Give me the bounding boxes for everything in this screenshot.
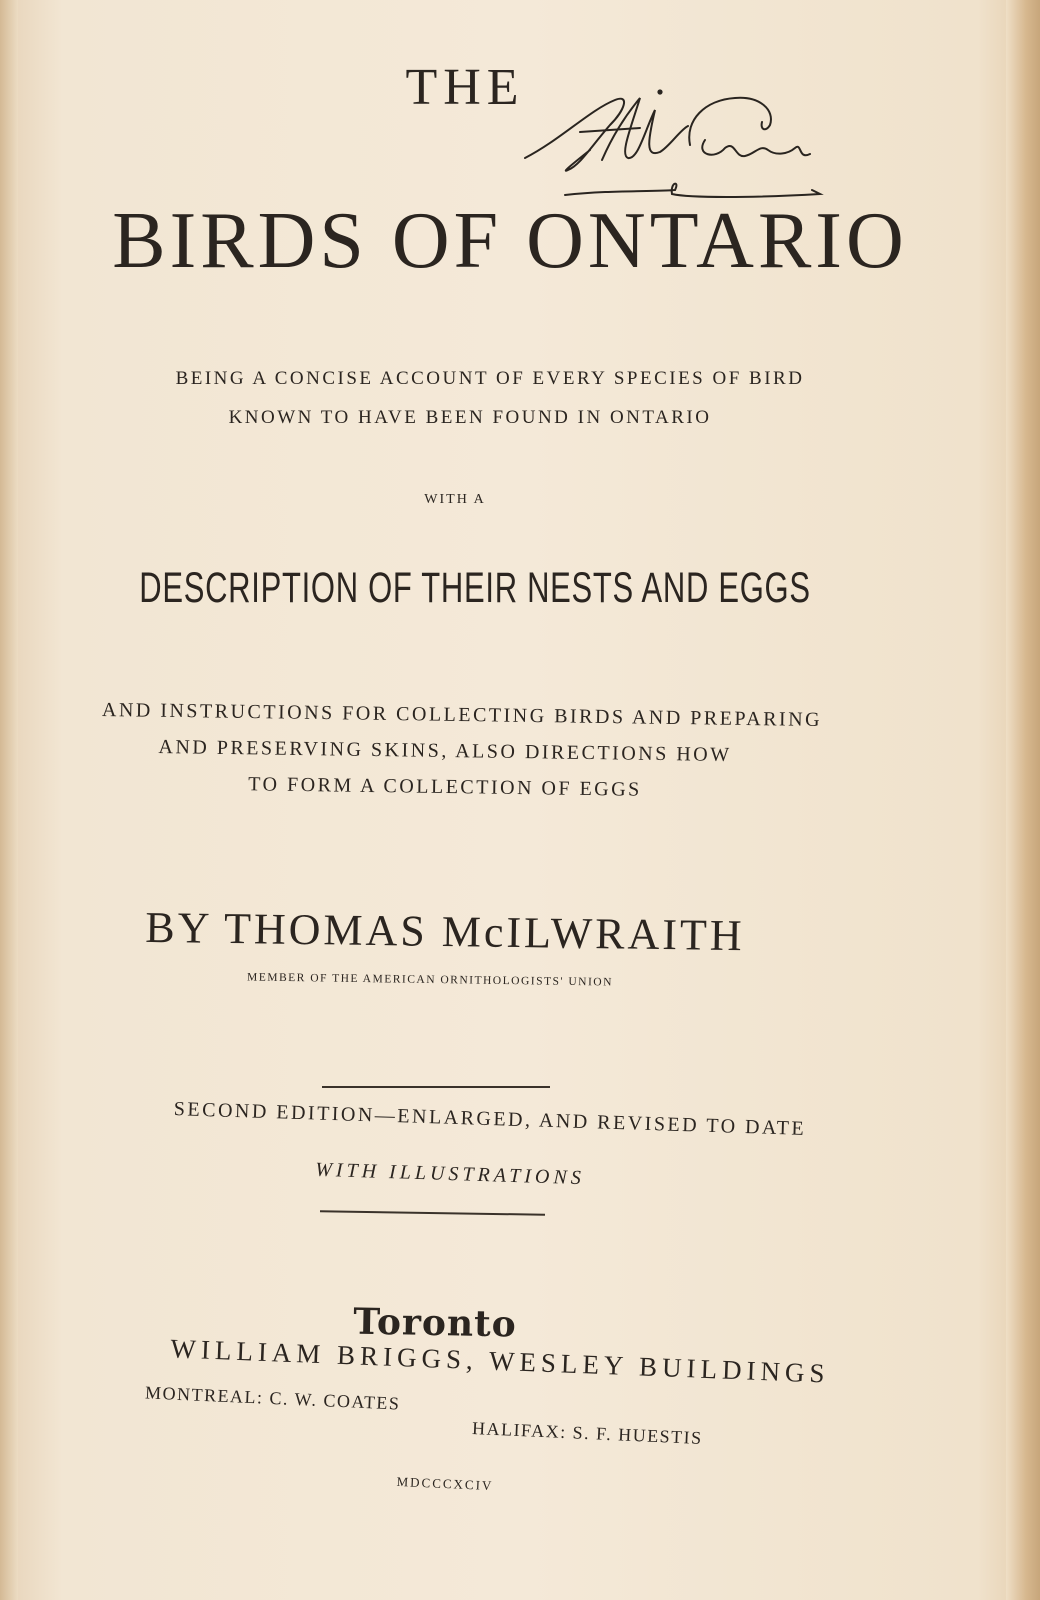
publisher-name: WILLIAM BRIGGS, WESLEY BUILDINGS: [169, 1333, 831, 1389]
subtitle-line-2: KNOWN TO HAVE BEEN FOUND IN ONTARIO: [228, 407, 712, 428]
description-heading: DESCRIPTION OF THEIR NESTS AND EGGS: [139, 564, 811, 612]
halifax-agent: HALIFAX: S. F. HUESTIS: [471, 1417, 704, 1449]
illustrations-note: WITH ILLUSTRATIONS: [314, 1158, 586, 1190]
instructions-line-2: AND PRESERVING SKINS, ALSO DIRECTIONS HOW: [158, 735, 732, 767]
divider-rule-bottom: [320, 1210, 545, 1215]
book-title: BIRDS OF ONTARIO: [112, 197, 908, 285]
montreal-agent: MONTREAL: C. W. COATES: [144, 1382, 401, 1414]
author-membership: MEMBER OF THE AMERICAN ORNITHOLOGISTS' UNION: [246, 971, 614, 989]
subtitle-line-1: BEING A CONCISE ACCOUNT OF EVERY SPECIES OF BIRD: [175, 368, 805, 389]
with-a-connector: WITH A: [424, 492, 486, 507]
handwritten-signature: [520, 70, 840, 210]
divider-rule-top: [322, 1086, 550, 1088]
instructions-line-3: TO FORM A COLLECTION OF EGGS: [248, 773, 642, 801]
author-byline: BY THOMAS McILWRAITH: [144, 902, 746, 961]
publication-city: Toronto: [352, 1300, 518, 1346]
edition-note: SECOND EDITION—ENLARGED, AND REVISED TO DATE: [173, 1098, 807, 1140]
instructions-line-1: AND INSTRUCTIONS FOR COLLECTING BIRDS AND PREPARING: [101, 698, 823, 732]
title-article: THE: [405, 59, 525, 116]
publication-year: MDCCCXCIV: [396, 1473, 494, 1494]
